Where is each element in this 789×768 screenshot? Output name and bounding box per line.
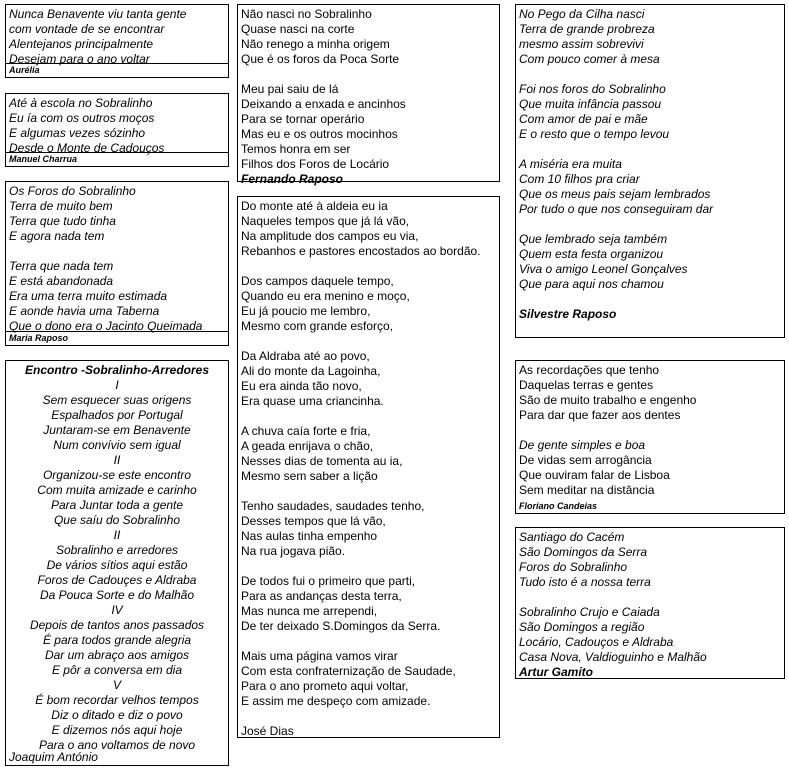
- poem-line: Sobralinho Crujo e Caiada: [519, 605, 660, 619]
- poem-line: Os Foros do Sobralinho: [9, 184, 136, 198]
- poem-line: Eu ía com os outros moços: [9, 111, 155, 125]
- poem-line: É bom recordar velhos tempos: [35, 693, 199, 707]
- poem-line: Com pouco comer à mesa: [519, 52, 660, 66]
- poem-line: Da Pouca Sorte e do Malhão: [39, 588, 195, 602]
- poem-line: Meu pai saiu de lá: [241, 82, 339, 96]
- poem-line: É para todos grande alegria: [42, 633, 192, 647]
- poem-line: Sem esquecer suas origens: [42, 393, 192, 407]
- poem-line: E está abandonada: [9, 274, 114, 288]
- poem-line: Nas aulas tinha empenho: [241, 529, 378, 543]
- poem-manuel-charrua: [5, 93, 229, 167]
- poem-line: Para o ano voltamos de novo: [38, 738, 196, 752]
- poem-signature: Floriano Candeias: [519, 501, 598, 511]
- poem-line: Por tudo o que nos conseguiram dar: [519, 202, 714, 216]
- poem-line: Sem meditar na distância: [519, 483, 655, 497]
- poem-line: Eu era ainda tão novo,: [241, 379, 362, 393]
- poem-line: Para se tornar operário: [241, 112, 365, 126]
- poem-line: Mesmo com grande esforço,: [241, 319, 394, 333]
- poem-encontro: [5, 360, 229, 766]
- poem-line: IV: [111, 603, 123, 617]
- poem-lines: [238, 197, 499, 739]
- poem-line: I: [115, 378, 119, 392]
- poem-line: E pôr a conversa em dia: [51, 663, 183, 677]
- poem-line: Para Juntar toda a gente: [50, 498, 184, 512]
- poem-aurelia: [5, 4, 229, 78]
- poem-lines: [516, 528, 784, 680]
- poem-signature: Joaquim António: [9, 750, 98, 764]
- poem-line: Quando eu era menino e moço,: [241, 289, 410, 303]
- poem-signature: Manuel Charrua: [6, 152, 228, 166]
- poem-signature: José Dias: [241, 724, 294, 738]
- poem-line: Mesmo sem saber a lição: [241, 469, 378, 483]
- poem-line: A miséria era muita: [519, 157, 622, 171]
- poem-line: Da Aldraba até ao povo,: [241, 349, 370, 363]
- poem-signature: Aurélia: [6, 63, 228, 77]
- poem-line: Eu já poucio me lembro,: [241, 304, 371, 318]
- poem-line: Que é os foros da Poca Sorte: [241, 52, 400, 66]
- poem-line: Dar um abraço aos amigos: [44, 648, 190, 662]
- poem-line: Terra que nada tem: [9, 259, 114, 273]
- poem-line: Com esta confraternização de Saudade,: [241, 664, 456, 678]
- poem-line: Para as andanças desta terra,: [241, 589, 402, 603]
- poem-line: Juntaram-se em Benavente: [43, 423, 191, 437]
- poem-line: Que lembrado seja também: [519, 232, 668, 246]
- poem-line: Naqueles tempos que já lá vão,: [241, 214, 410, 228]
- poem-jose-dias: [237, 196, 500, 738]
- poem-lines: [516, 5, 784, 322]
- poem-signature: Artur Gamito: [519, 665, 594, 679]
- poem-lines: [6, 182, 228, 334]
- poem-line: II: [113, 453, 121, 467]
- poem-line: Com amor de pai e mãe: [519, 112, 648, 126]
- poem-line: Terra que tudo tinha: [9, 214, 116, 228]
- poem-line: Nesses dias de tomenta au ia,: [241, 454, 403, 468]
- poem-line: Desde o Monte de Cadouços: [9, 141, 165, 155]
- poem-title: Encontro -Sobralinho-Arredores: [24, 363, 209, 377]
- poem-line: Mas eu e os outros mocinhos: [241, 127, 398, 141]
- poem-line: São Domingos a região: [519, 620, 645, 634]
- poem-line: E aonde havia uma Taberna: [9, 304, 160, 318]
- poem-line: Num convívio sem igual: [53, 438, 181, 452]
- poem-line: II: [113, 528, 121, 542]
- poem-line: E algumas vezes sózinho: [9, 126, 146, 140]
- poem-line: Daquelas terras e gentes: [519, 378, 654, 392]
- poem-line: Que para aqui nos chamou: [519, 277, 664, 291]
- poem-artur-gamito: [515, 527, 785, 679]
- poem-line: Com muita amizade e carinho: [37, 483, 197, 497]
- poem-line: Tenho saudades, saudades tenho,: [241, 499, 425, 513]
- poem-line: Na rua jogava pião.: [241, 544, 346, 558]
- poem-line: Era uma terra muito estimada: [9, 289, 168, 303]
- poem-line: Até à escola no Sobralinho: [9, 96, 153, 110]
- poem-line: Foros do Sobralinho: [519, 560, 628, 574]
- poem-line: Locário, Cadouços e Aldraba: [519, 635, 674, 649]
- poem-line: São de muito trabalho e engenho: [519, 393, 697, 407]
- poem-line: De vários sítios aqui estão: [46, 558, 188, 572]
- poem-line: Do monte até à aldeia eu ia: [241, 199, 388, 213]
- poem-line: As recordações que tenho: [519, 363, 660, 377]
- poem-line: E o resto que o tempo levou: [519, 127, 670, 141]
- poem-line: Casa Nova, Valdioguinho e Malhão: [519, 650, 707, 664]
- poem-line: Ali do monte da Lagoinha,: [241, 364, 381, 378]
- poem-line: São Domingos da Serra: [519, 545, 648, 559]
- poem-line: De ter deixado S.Domingos da Serra.: [241, 619, 441, 633]
- poem-line: Que o dono era o Jacinto Queimada: [9, 319, 203, 333]
- poem-line: Para o ano prometo aqui voltar,: [241, 679, 409, 693]
- poem-signature: Maria Raposo: [6, 331, 228, 345]
- poem-line: E assim me despeço com amizade.: [241, 694, 431, 708]
- poem-line: Não renego a minha origem: [241, 37, 390, 51]
- poem-line: Quase nasci na corte: [241, 22, 355, 36]
- poem-line: mesmo assim sobrevivi: [519, 37, 644, 51]
- poem-line: Santiago do Cacém: [519, 530, 625, 544]
- poem-line: Tudo isto é a nossa terra: [519, 575, 651, 589]
- poem-line: Era quase uma criancinha.: [241, 394, 384, 408]
- poem-silvestre-raposo: [515, 4, 785, 338]
- poem-line: Terra de muito bem: [9, 199, 113, 213]
- poem-line: Que ouviram falar de Lisboa: [519, 468, 670, 482]
- poem-line: Com 10 filhos pra criar: [519, 172, 640, 186]
- poem-line: Mais uma página vamos virar: [241, 649, 398, 663]
- poem-line: Deixando a enxada e ancinhos: [241, 97, 406, 111]
- poem-lines: [516, 361, 784, 498]
- poem-line: De todos fui o primeiro que parti,: [241, 574, 416, 588]
- poem-line: Para dar que fazer aos dentes: [519, 408, 681, 422]
- poem-lines: [6, 94, 228, 156]
- poem-line: Na amplitude dos campos eu via,: [241, 229, 419, 243]
- poem-line: De vidas sem arrogância: [519, 453, 652, 467]
- poem-line: Desses tempos que lá vão,: [241, 514, 386, 528]
- poem-line: Que os meus pais sejam lembrados: [519, 187, 711, 201]
- poem-line: A chuva caía forte e fria,: [241, 424, 371, 438]
- poem-line: Filhos dos Foros de Locário: [241, 157, 390, 171]
- poem-lines: [6, 5, 228, 67]
- poem-line: Que muita infância passou: [519, 97, 662, 111]
- poem-line: Organizou-se este encontro: [42, 468, 192, 482]
- poem-line: A geada enrijava o chão,: [241, 439, 374, 453]
- poem-line: E agora nada tem: [9, 229, 105, 243]
- poem-line: Sobralinho e arredores: [55, 543, 179, 557]
- poem-floriano-candeias: [515, 360, 785, 514]
- poem-line: Que saíu do Sobralinho: [53, 513, 181, 527]
- poem-line: com vontade de se encontrar: [9, 22, 165, 36]
- poem-line: Foi nos foros do Sobralinho: [519, 82, 666, 96]
- poem-line: Quem esta festa organizou: [519, 247, 664, 261]
- poem-line: Temos honra em ser: [241, 142, 351, 156]
- poem-line: Nunca Benavente viu tanta gente: [9, 7, 187, 21]
- poem-line: Mas nunca me arrependi,: [241, 604, 378, 618]
- poem-line: Rebanhos e pastores encostados ao bordão.: [241, 244, 481, 258]
- poem-line: Não nasci no Sobralinho: [241, 7, 372, 21]
- poem-signature: Silvestre Raposo: [519, 307, 617, 321]
- poem-line: Diz o ditado e diz o povo: [51, 708, 183, 722]
- poem-line: Viva o amigo Leonel Gonçalves: [519, 262, 688, 276]
- poem-line: V: [112, 678, 121, 692]
- poem-lines: [238, 5, 499, 187]
- poem-lines: [6, 361, 228, 753]
- poem-fernando-raposo: [237, 4, 500, 186]
- poem-line: Foros de Cadouçes e Aldraba: [37, 573, 197, 587]
- poem-line: Terra de grande probreza: [519, 22, 655, 36]
- poem-signature: Fernando Raposo: [241, 172, 344, 186]
- poem-line: Desejam para o ano voltar: [9, 52, 150, 66]
- poem-line: Espalhados por Portugal: [51, 408, 183, 422]
- poem-line: Depois de tantos anos passados: [29, 618, 205, 632]
- poem-line: Alentejanos principalmente: [9, 37, 154, 51]
- poem-line: No Pego da Cilha nasci: [519, 7, 645, 21]
- poem-line: Dos campos daquele tempo,: [241, 274, 394, 288]
- poem-maria-raposo: [5, 181, 229, 346]
- poem-line: De gente simples e boa: [519, 438, 646, 452]
- poem-line: E dizemos nós aqui hoje: [51, 723, 183, 737]
